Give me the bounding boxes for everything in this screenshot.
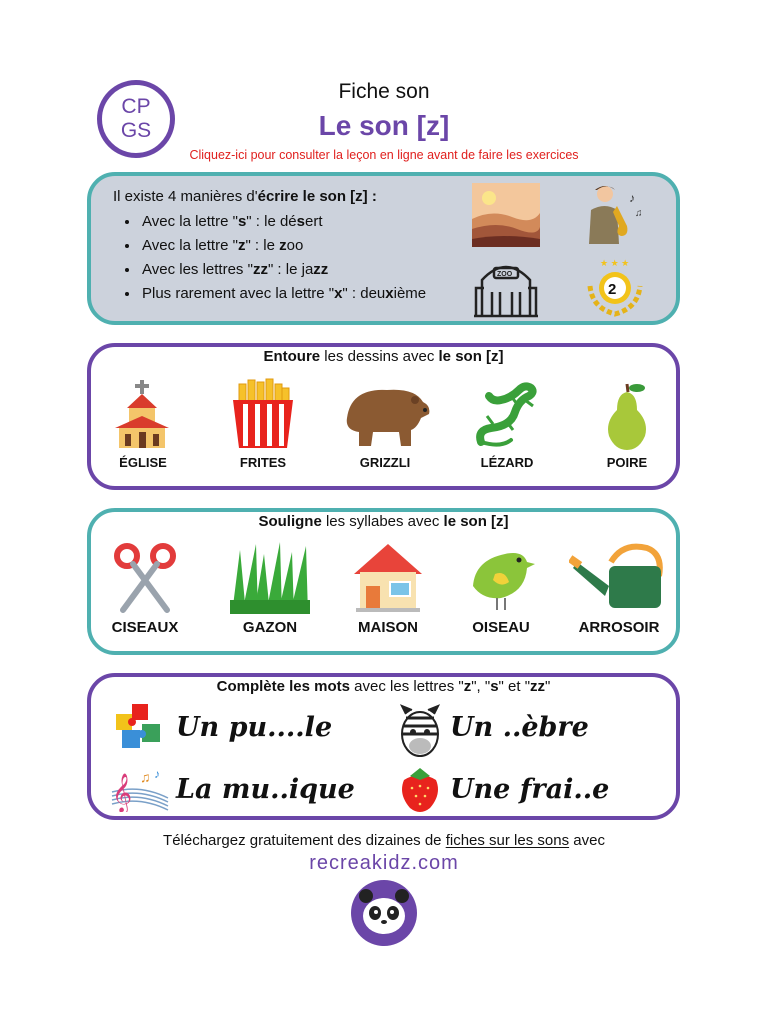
rule-item: • Avec la lettre "z" : le zoo <box>140 234 426 258</box>
rule-item: • Plus rarement avec la lettre "x" : deuxième <box>140 282 426 306</box>
rules-intro-text: Il existe 4 manières d' <box>113 188 258 205</box>
zoo-gate-icon <box>472 258 540 318</box>
item-label: ÉGLISE <box>119 455 167 470</box>
lesson-link[interactable]: Cliquez-ici pour consulter la leçon en ligne avant de faire les exercices <box>189 148 579 162</box>
circle-item[interactable] <box>208 378 318 470</box>
circle-item[interactable] <box>88 378 198 470</box>
svg-text:♫: ♫ <box>140 769 151 785</box>
bear-icon <box>337 378 433 450</box>
site-link[interactable]: recreakidz.com <box>309 852 459 874</box>
svg-text:♫: ♫ <box>635 208 643 219</box>
desert-icon <box>472 183 540 247</box>
circle-item[interactable] <box>330 378 440 470</box>
circle-item[interactable] <box>572 378 682 470</box>
house-icon <box>352 540 424 614</box>
word-strawberry[interactable]: Une frai..e <box>450 774 610 805</box>
item-label: ARROSOIR <box>578 619 660 636</box>
rules-intro-bold: écrire le son [z] : <box>257 188 377 205</box>
underline-title: Souligne les syllabes avec le son [z] <box>258 513 509 530</box>
complete-title: Complète les mots avec les lettres "z", "s" et "zz" <box>216 678 551 695</box>
rules-intro <box>113 188 377 205</box>
watering-can-icon <box>569 540 669 614</box>
word-puzzle[interactable]: Un pu....le <box>176 712 333 743</box>
page-subtitle: Fiche son <box>338 80 430 103</box>
circle-item[interactable] <box>452 378 562 470</box>
rule-item: • Avec la lettre "s" : le désert <box>140 210 426 234</box>
zebra-icon <box>396 704 444 758</box>
music-icon <box>110 764 170 812</box>
item-label: GAZON <box>242 619 298 636</box>
svg-text:★ ★ ★: ★ ★ ★ <box>600 258 630 268</box>
item-label: MAISON <box>358 619 418 636</box>
svg-text:♪: ♪ <box>629 191 635 205</box>
rule-item: • Avec les lettres "zz" : le jazz <box>140 258 426 282</box>
church-icon <box>113 378 173 450</box>
circle-title: Entoure les dessins avec le son [z] <box>263 348 504 365</box>
sounds-link[interactable]: fiches sur les sons <box>445 832 570 849</box>
page-title: Le son [z] <box>318 110 450 141</box>
item-label: POIRE <box>606 455 648 470</box>
underline-item[interactable] <box>333 540 443 636</box>
svg-text:♪: ♪ <box>154 767 160 781</box>
lizard-icon <box>471 378 543 450</box>
saxophone-player-icon <box>583 182 645 248</box>
underline-item[interactable] <box>564 540 674 636</box>
item-label: GRIZZLI <box>359 455 411 470</box>
puzzle-icon <box>112 702 166 752</box>
item-label: LÉZARD <box>480 455 534 470</box>
svg-text:𝄞: 𝄞 <box>112 774 133 812</box>
underline-item[interactable] <box>446 540 556 636</box>
svg-text:2: 2 <box>608 281 617 298</box>
footer-text: Téléchargez gratuitement des dizaines de fiches sur les sons avec <box>163 832 605 849</box>
item-label: FRITES <box>239 455 287 470</box>
item-label: OISEAU <box>472 619 530 636</box>
item-label: CISEAUX <box>111 619 179 636</box>
underline-item[interactable] <box>215 540 325 636</box>
word-zebra[interactable]: Un ..èbre <box>450 712 589 743</box>
rules-list <box>120 210 426 306</box>
grass-icon <box>230 540 310 614</box>
panda-logo-icon <box>346 880 422 946</box>
svg-text:ZOO: ZOO <box>497 271 513 278</box>
fries-icon <box>227 378 299 450</box>
badge-cp: CP <box>121 95 151 118</box>
word-music[interactable]: La mu..ique <box>176 774 355 805</box>
strawberry-icon <box>398 766 442 814</box>
pear-icon <box>597 378 657 450</box>
bird-icon <box>465 540 537 614</box>
underline-item[interactable] <box>90 540 200 636</box>
scissors-icon <box>109 540 181 614</box>
second-place-icon <box>582 256 648 318</box>
badge-gs: GS <box>120 119 152 142</box>
